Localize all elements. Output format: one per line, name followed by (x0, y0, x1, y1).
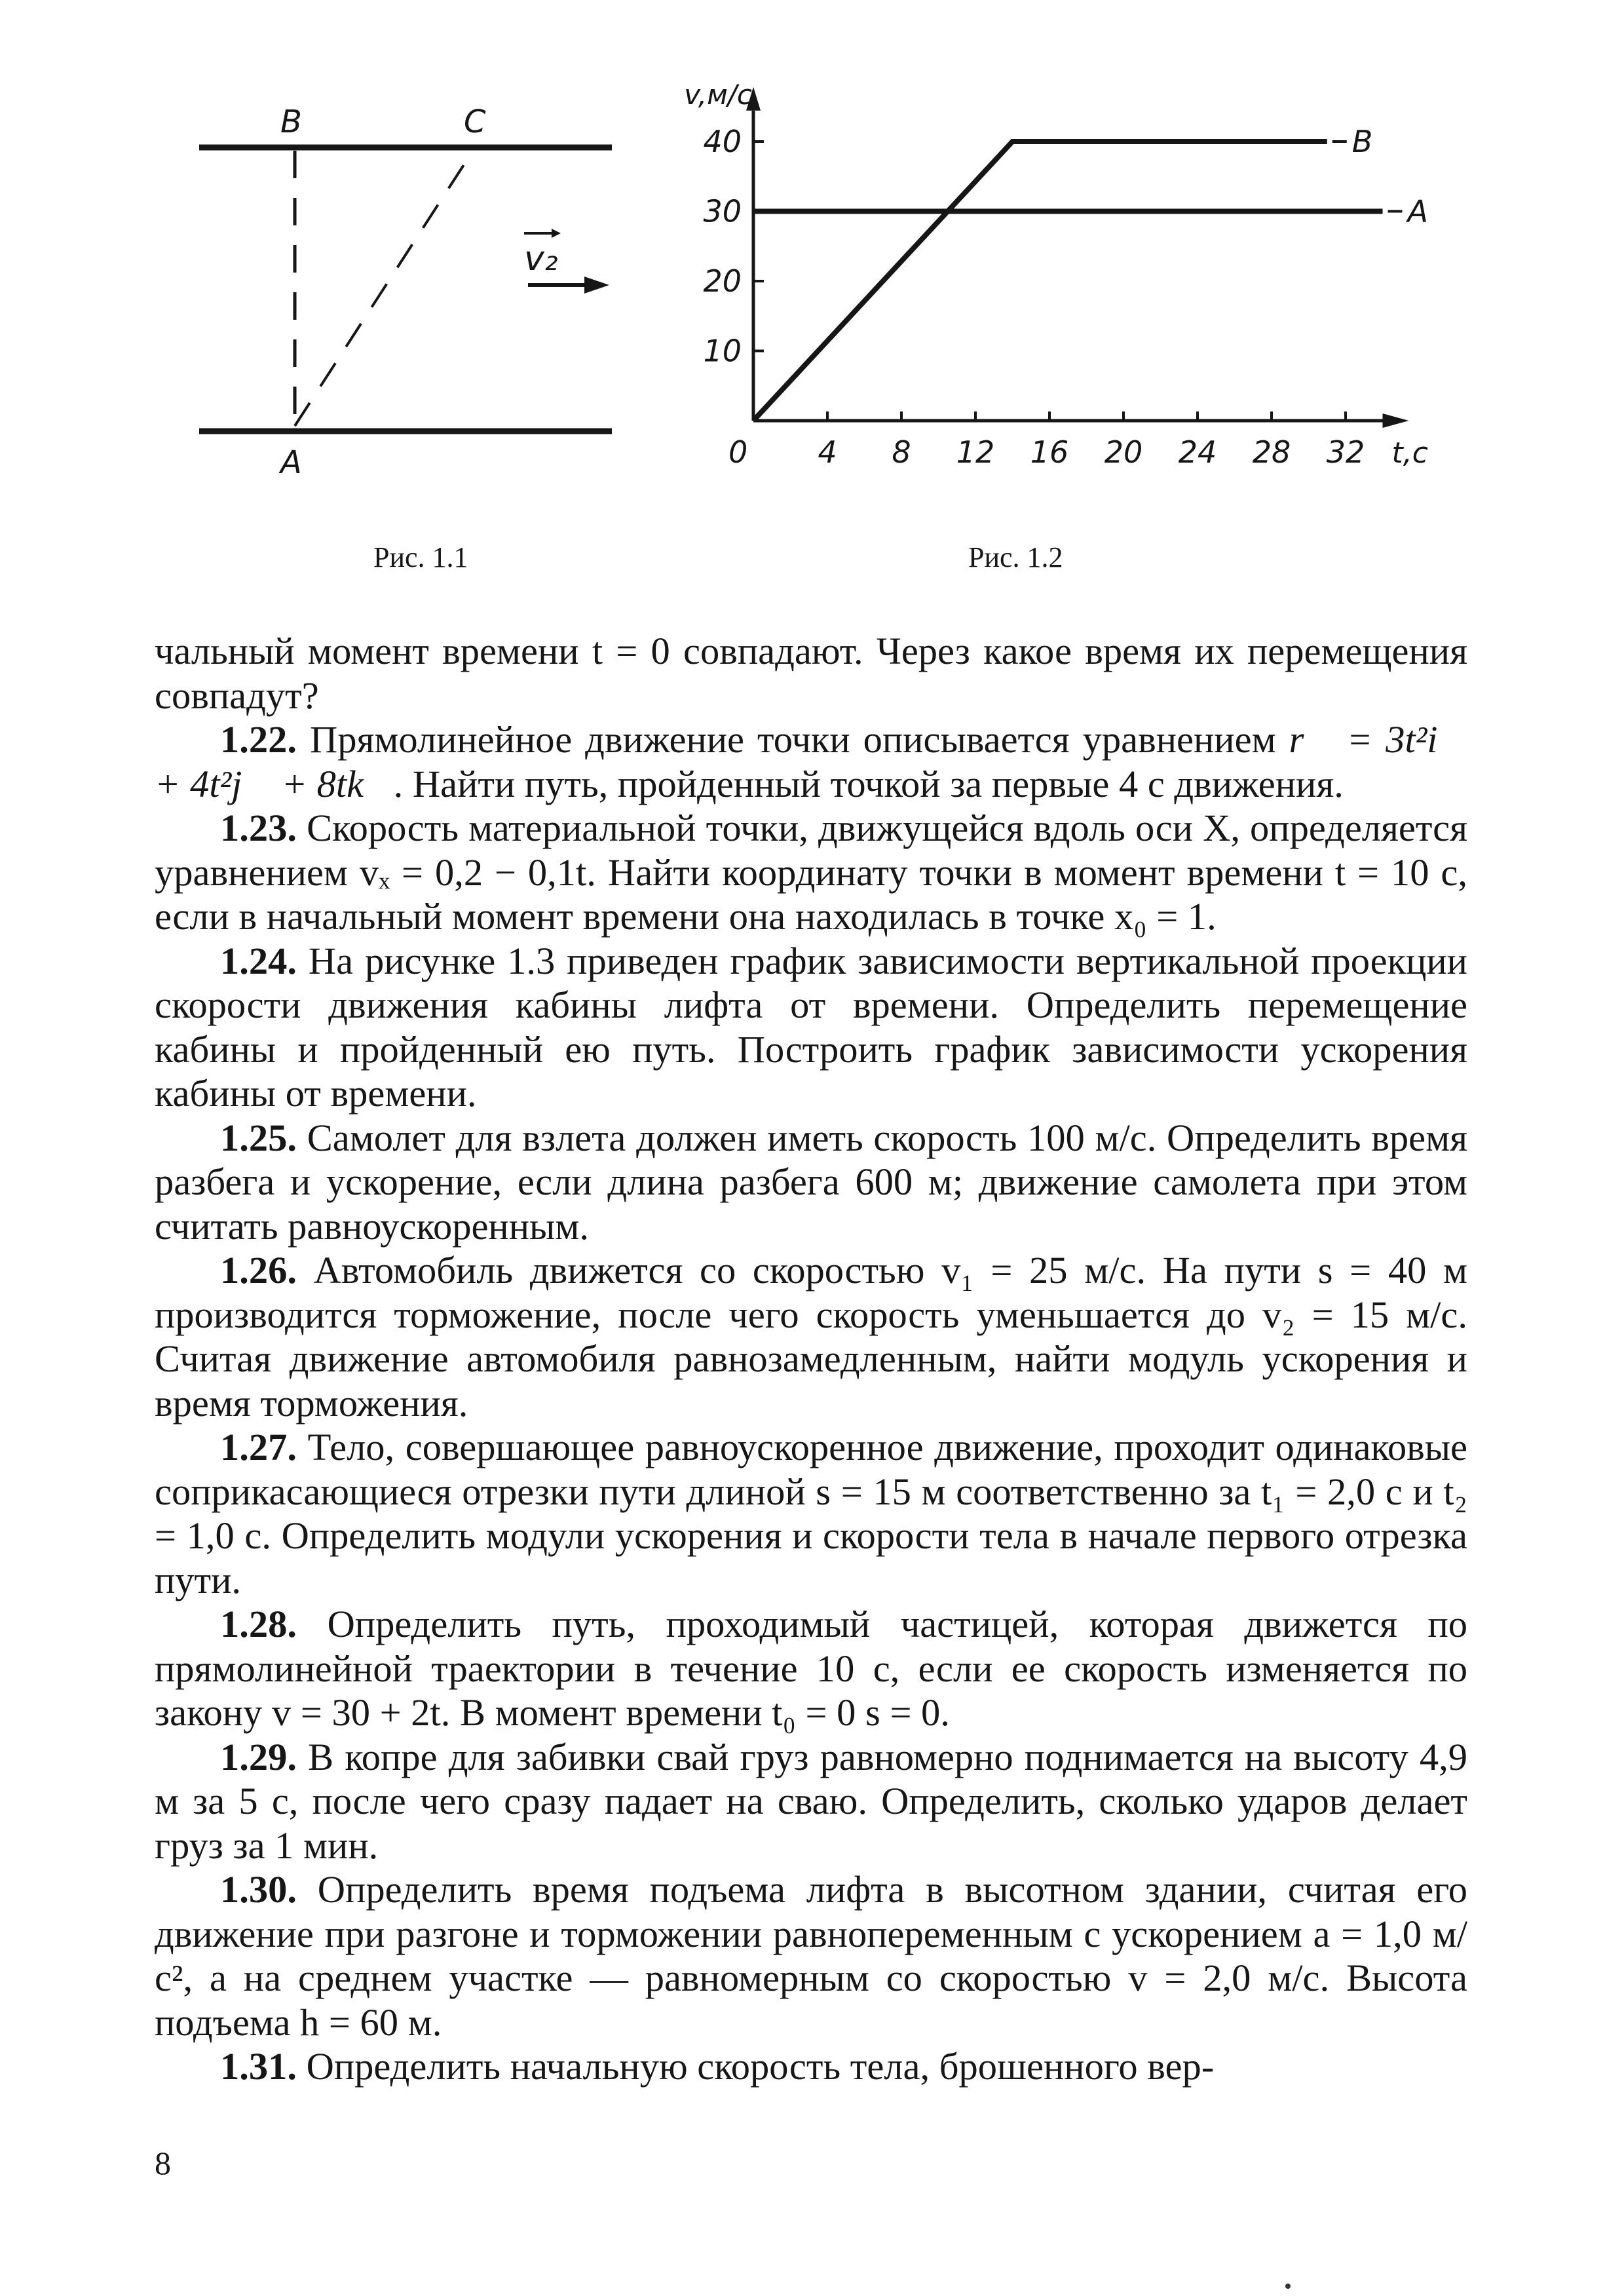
series-b-line (753, 142, 1327, 421)
problem-1-31 (155, 2044, 1467, 2089)
y-tick-label: 20 (703, 263, 742, 299)
problem-1-30 (155, 1867, 1467, 2044)
x-tick-label: 4 (818, 434, 837, 470)
figure-1-1 (183, 98, 642, 491)
problem-1-28 (155, 1602, 1467, 1735)
problem-1-22 (155, 718, 1467, 806)
x-axis-label: t,c (1391, 436, 1428, 470)
figure-1-1-caption: Рис. 1.1 (373, 541, 468, 573)
problem-1-23 (155, 806, 1467, 939)
problem-1-25 (155, 1116, 1467, 1249)
y-tick-label: 10 (703, 333, 742, 369)
problem-number: 1.30. (220, 1868, 297, 1911)
problem-text-part: Скорость материальной точки, движущейся вдоль оси X, определяется уравнением vₓ = 0,2 − 0,1t. Найти координату точки в момент времени t = 10 с, если в начальный момент времени она находилась в точке x₀ = 1. (155, 807, 1467, 938)
x-tick-label: 28 (1252, 434, 1291, 470)
problem-1-27 (155, 1425, 1467, 1602)
problem-number: 1.22. (220, 718, 297, 761)
y-tick-label: 30 (703, 193, 742, 229)
page-number: 8 (155, 2145, 171, 2181)
problem-text-rest: . Найти путь, пройденный точкой за первые 4 с движения. (393, 762, 1344, 805)
problem-text-part: Автомобиль движется со скоростью v₁ = 25 м/с. На пути s = 40 м производится торможение, после чего скорость уменьшается до v₂ = 15 м/с. Считая движение автомобиля равнозамедленным, найти модуль ускорения и время торможения. (155, 1249, 1467, 1425)
y-axis-label: v,м/с (684, 78, 752, 111)
problem-text (155, 629, 1467, 2089)
problem-number: 1.28. (220, 1603, 297, 1645)
origin-label: 0 (728, 434, 748, 470)
x-tick-label: 12 (956, 434, 995, 470)
label-a: A (280, 444, 302, 481)
series-a-label: A (1407, 193, 1428, 229)
velocity-v2-label: v₂ (524, 239, 558, 278)
problem-1-24 (155, 939, 1467, 1116)
problem-text-part: Определить начальную скорость тела, брошенного вер- (306, 2045, 1215, 2088)
problem-text-part: На рисунке 1.3 приведен график зависимости вертикальной проекции скорости движения кабины лифта от времени. Определить перемещение кабины и пройденный ею путь. Построить график зависимости ускорения кабины от времени. (155, 939, 1467, 1115)
x-axis-arrowhead (1383, 413, 1409, 428)
problem-text-part: Тело, совершающее равноускоренное движение, проходит одинаковые соприкасающиеся отрезки пути длиной s = 15 м соответственно за t₁ = 2,0 с и t₂ = 1,0 с. Определить модули ускорения и скорости тела в начале первого отрезка пути. (155, 1426, 1468, 1601)
label-c: C (464, 104, 486, 140)
x-tick-label: 16 (1030, 434, 1069, 470)
problem-number: 1.31. (220, 2045, 297, 2088)
x-tick-label: 8 (892, 434, 911, 470)
figure-1-2-caption: Рис. 1.2 (968, 541, 1063, 573)
problem-number: 1.23. (220, 807, 297, 849)
problem-text-part: Определить путь, проходимый частицей, которая движется по прямолинейной траектории в течение 10 с, если ее скорость изменяется по закону v = 30 + 2t. В момент времени t₀ = 0 s = 0. (155, 1603, 1467, 1734)
paragraph-continuation: чальный момент времени t = 0 совпадают. Через какое время их перемещения совпадут? (155, 630, 1467, 717)
problem-text-part: Прямолинейное движение точки описывается уравнением (309, 718, 1276, 761)
series-b-label: B (1351, 124, 1373, 159)
problem-number: 1.26. (220, 1249, 297, 1292)
problem-number: 1.25. (220, 1116, 297, 1159)
print-speck (1285, 2284, 1291, 2289)
x-tick-label: 20 (1104, 434, 1143, 470)
label-b: B (280, 104, 302, 140)
y-tick-label: 40 (703, 124, 742, 159)
problem-1-26 (155, 1248, 1467, 1425)
velocity-v2-arrow-head (584, 277, 609, 294)
problem-text-part: Определить время подъема лифта в высотном здании, считая его движение при разгоне и торможении равнопеременным с ускорением a = 1,0 м/с², а на среднем участке — равномерным со скоростью v = 2,0 м/с. Высота подъема h = 60 м. (155, 1868, 1468, 2044)
problem-number: 1.24. (220, 939, 297, 982)
x-tick-label: 24 (1178, 434, 1217, 470)
problem-number: 1.27. (220, 1426, 297, 1468)
path-ac-dashed (295, 151, 473, 426)
problem-1-29 (155, 1735, 1467, 1868)
x-tick-label: 32 (1326, 434, 1365, 470)
problem-text-part: В копре для забивки свай груз равномерно поднимается на высоту 4,9 м за 5 с, после чего сразу падает на сваю. Определить, сколько ударов делает груз за 1 мин. (155, 1735, 1468, 1867)
problem-text-part: Самолет для взлета должен иметь скорость 100 м/с. Определить время разбега и ускорение, если длина разбега 600 м; движение самолета при этом считать равноускоренным. (155, 1116, 1468, 1248)
problem-number: 1.29. (220, 1735, 297, 1778)
velocity-v2-overarrow-head (552, 229, 561, 238)
formula: r⃗ = 3t²i⃗ + 4t²j⃗ + 8tk⃗ (155, 718, 1468, 805)
figure-1-2-chart (655, 78, 1441, 505)
